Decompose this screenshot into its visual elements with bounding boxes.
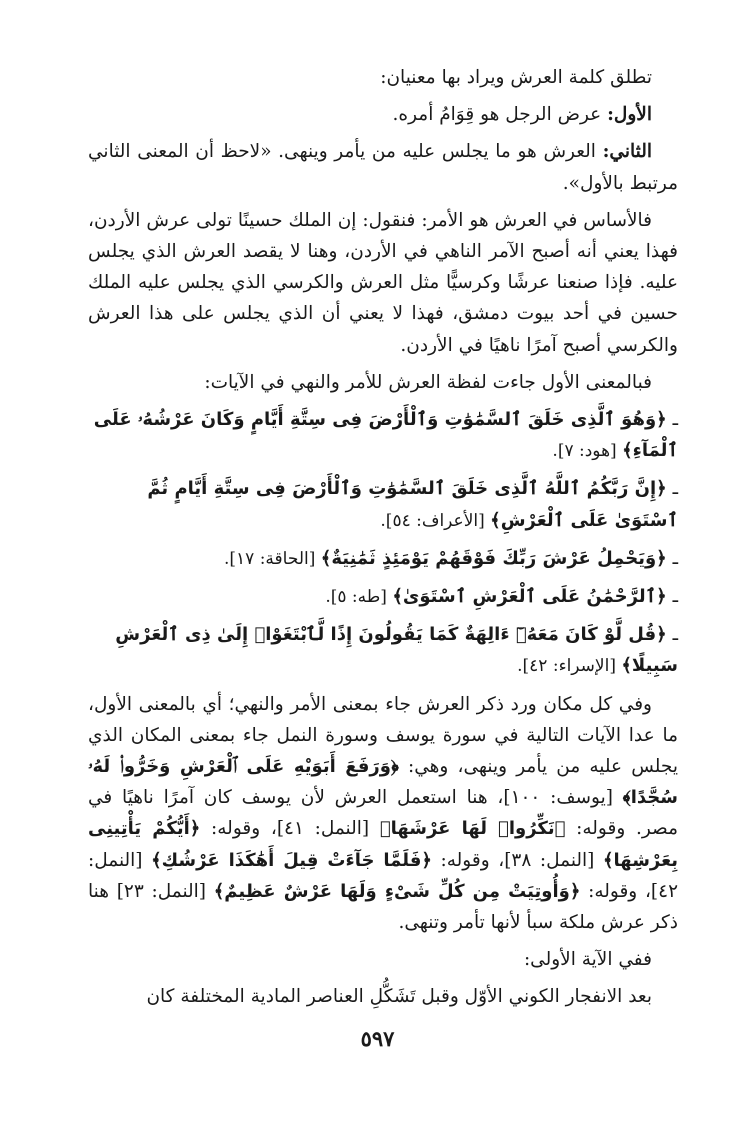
big-bang-paragraph: بعد الانفجار الكوني الأوّل وقبل تَشَكُّلِ العناصر المادية المختلفة كان (146, 986, 652, 1008)
every-place-text-1: وفي كل مكان ورد ذكر العرش جاء بمعنى الأمر والنهي؛ أي بالمعنى الأول، ما عدا الآيات التالية في سورة يوسف وسورة النمل جاء بمعنى المكان الذي يجلس عليه من يأمر وينهى، وهي: (88, 693, 678, 778)
meaning-second (88, 136, 678, 198)
every-place-verse-2: ﴿نَكِّرُوا۟ لَهَا عَرْشَهَا﴾ (379, 818, 566, 840)
verse-text: ﴿ٱلرَّحْمَٰنُ عَلَى ٱلْعَرْشِ ٱسْتَوَىٰ﴾ (392, 586, 667, 608)
verse-reference: [الحاقة: ١٧]. (223, 548, 321, 569)
verse-item (88, 473, 678, 536)
verse-item (88, 543, 678, 575)
meaning-second-lead: الثاني: (602, 141, 652, 163)
verse-dash: ـ (666, 547, 678, 569)
every-place-verse-4: ﴿فَلَمَّا جَآءَتْ قِيلَ أَهَٰكَذَا عَرْشُكِ﴾ (151, 849, 432, 871)
verse-item (88, 619, 678, 682)
meaning-second-text: العرش هو ما يجلس عليه من يأمر وينهى. «لاحظ أن المعنى الثاني مرتبط بالأول». (88, 141, 678, 194)
every-place-paragraph (88, 689, 678, 939)
basis-paragraph: فالأساس في العرش هو الأمر: فنقول: إن الملك حسينًا تولى عرش الأردن، فهذا يعني أنه أصبح الآمر الناهي في الأردن، وهنا لا يقصد العرش الذي يجلس عليه. فإذا صنعنا عرشًا وكرسيًّا مثل العرش والكرسي الذي يجلس عليه الملك حسين في أحد بيوت دمشق، فهذا لا يعني أن الذي يجلس على هذا العرش والكرسي أصبح آمرًا ناهيًا في الأردن. (88, 209, 678, 356)
first-meaning-paragraph: فبالمعنى الأول جاءت لفظة العرش للأمر والنهي في الآيات: (204, 371, 652, 393)
every-place-text-5: [النمل: ٤٢]، وقوله: (88, 849, 679, 902)
intro-paragraph: تطلق كلمة العرش ويراد بها معنيان: (380, 67, 652, 88)
every-place-text-4: [النمل: ٣٨]، وقوله: (431, 849, 603, 871)
verse-dash: ـ (666, 586, 678, 608)
verse-reference: [الأعراف: ٥٤]. (380, 510, 491, 531)
meaning-first-lead: الأول: (607, 104, 652, 126)
verse-dash: ـ (666, 409, 678, 431)
page-body (88, 62, 678, 1019)
verse-text: ﴿إِنَّ رَبَّكُمُ ٱللَّهُ ٱلَّذِى خَلَقَ ٱلسَّمَٰوَٰتِ وَٱلْأَرْضَ فِى سِتَّةِ أَيَّامٍ ثُمَّ ٱسْتَوَىٰ عَلَى ٱلْعَرْشِ﴾ (147, 478, 678, 531)
meaning-first (88, 99, 678, 130)
every-place-verse-5: ﴿وَأُوتِيَتْ مِن كُلِّ شَىْءٍ وَلَهَا عَرْشٌ عَظِيمٌ﴾ (213, 880, 581, 902)
verse-text: ﴿وَيَحْمِلُ عَرْشَ رَبِّكَ فَوْقَهُمْ يَوْمَئِذٍ ثَمَٰنِيَةٌ﴾ (320, 547, 667, 569)
verse-dash: ـ (666, 624, 678, 646)
every-place-verse-1: ﴿وَرَفَعَ أَبَوَيْهِ عَلَى ٱلْعَرْشِ وَخَرُّوا۟ لَهُۥ سُجَّدًا﴾ (88, 756, 678, 809)
verse-reference: [هود: ٧]. (552, 441, 623, 462)
verse-reference: [طه: ٥]. (325, 587, 393, 608)
first-verse-paragraph: ففي الآية الأولى: (523, 949, 652, 971)
verse-item (88, 581, 678, 613)
every-place-text-3: [النمل: ٤١]، وقوله: (200, 818, 380, 840)
verse-item (88, 404, 678, 467)
every-place-text-6: [النمل: ٢٣] هنا ذكر عرش ملكة سبأ لأنها تأمر وتنهى. (88, 880, 678, 934)
every-place-verse-3: ﴿أَيُّكُمْ يَأْتِينِى بِعَرْشِهَا﴾ (88, 818, 679, 871)
verse-reference: [الإسراء: ٤٢]. (517, 656, 622, 677)
every-place-text-2: [يوسف: ١٠٠]، هنا استعمل العرش لأن يوسف كان آمرًا ناهيًا في مصر. وقوله: (88, 787, 678, 840)
meaning-first-text: عرض الرجل هو قِوَامُ أمره. (392, 104, 608, 126)
page-number: ٥٩٧ (360, 1026, 395, 1051)
verse-text: ﴿قُل لَّوْ كَانَ مَعَهُۥٓ ءَالِهَةٌ كَمَا يَقُولُونَ إِذًا لَّٱبْتَغَوْا۟ إِلَىٰ ذِى ٱلْعَرْشِ سَبِيلًا﴾ (115, 624, 678, 677)
verse-text: ﴿وَهُوَ ٱلَّذِى خَلَقَ ٱلسَّمَٰوَٰتِ وَٱلْأَرْضَ فِى سِتَّةِ أَيَّامٍ وَكَانَ عَرْشُهُۥ عَلَى ٱلْمَآءِ﴾ (93, 409, 678, 462)
verse-dash: ـ (666, 478, 678, 500)
